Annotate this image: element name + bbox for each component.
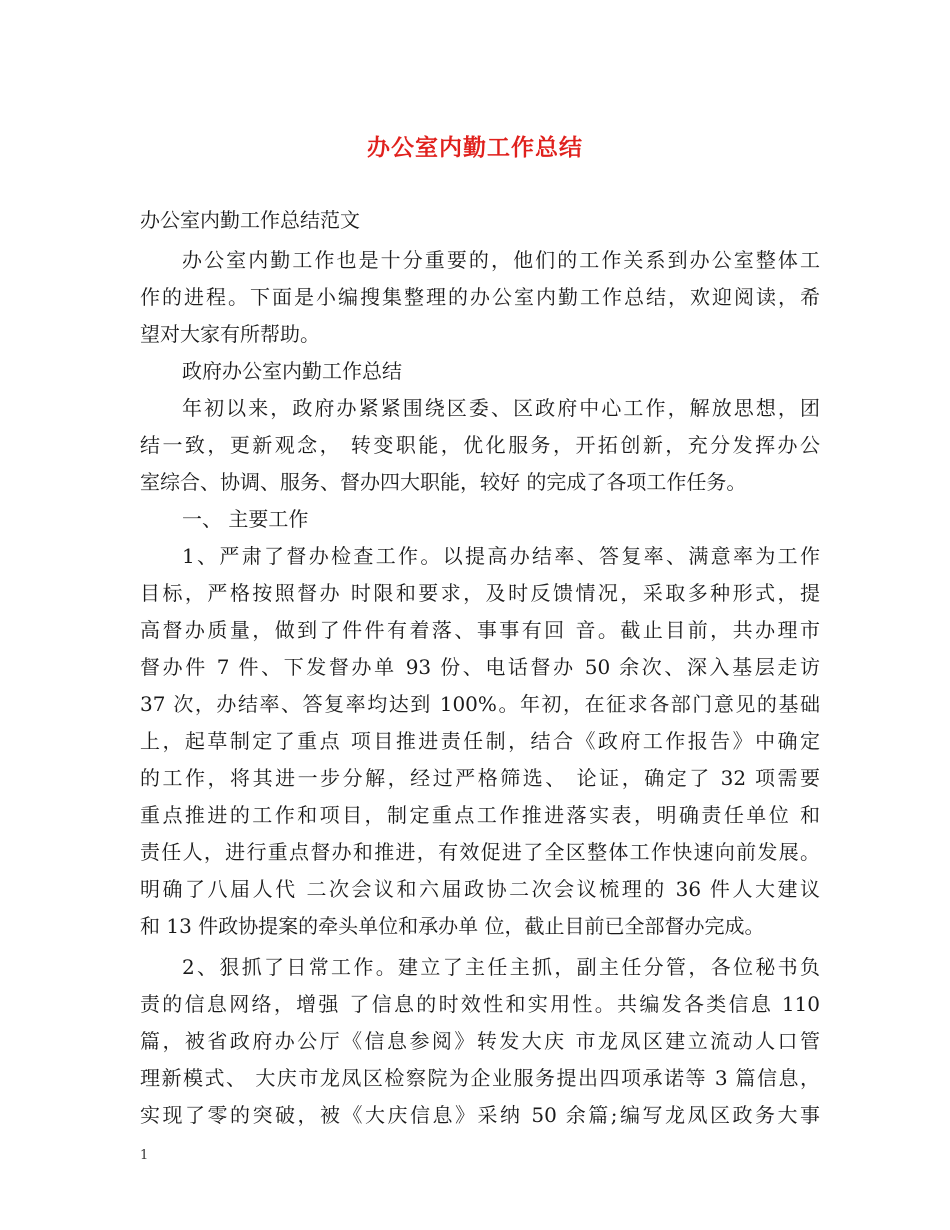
document-subtitle: 办公室内勤工作总结范文 [140, 208, 360, 232]
body-line: 目标，严格按照督办 时限和要求，及时反馈情况，采取多种形式，提 [140, 581, 820, 605]
body-line: 明确了八届人代 二次会议和六届政协二次会议梳理的 36 件人大建议 [140, 877, 820, 901]
body-line: 篇，被省政府办公厅《信息参阅》转发大庆 市龙凤区建立流动人口管 [140, 1029, 820, 1053]
body-line: 1、严肃了督办检查工作。以提高办结率、答复率、满意率为工作 [182, 544, 820, 568]
body-line: 实现了零的突破，被《大庆信息》采纳 50 余篇;编写龙凤区政务大事 [140, 1103, 820, 1127]
section-heading: 政府办公室内勤工作总结 [182, 359, 402, 383]
document-title: 办公室内勤工作总结 [367, 134, 583, 161]
body-line: 责的信息网络，增强 了信息的时效性和实用性。共编发各类信息 110 [140, 992, 820, 1016]
body-line: 37 次，办结率、答复率均达到 100%。年初，在征求各部门意见的基础 [140, 692, 820, 716]
body-line: 理新模式、 大庆市龙凤区检察院为企业服务提出四项承诺等 3 篇信息， [140, 1066, 820, 1090]
page-number: 1 [140, 1148, 149, 1163]
body-line: 的工作，将其进一步分解，经过严格筛选、 论证，确定了 32 项需要 [140, 766, 820, 790]
body-line: 上，起草制定了重点 项目推进责任制，结合《政府工作报告》中确定 [140, 729, 820, 753]
body-line: 责任人，进行重点督办和推进，有效促进了全区整体工作快速向前发展。 [140, 840, 820, 864]
body-line: 年初以来，政府办紧紧围绕区委、区政府中心工作，解放思想，团 [182, 396, 820, 420]
body-line: 办公室内勤工作也是十分重要的，他们的工作关系到办公室整体工 [182, 248, 820, 272]
body-line: 督办件 7 件、下发督办单 93 份、电话督办 50 余次、深入基层走访 [140, 655, 820, 679]
section-heading: 一、 主要工作 [182, 507, 309, 531]
body-line: 和 13 件政协提案的牵头单位和承办单 位，截止目前已全部督办完成。 [140, 914, 765, 938]
body-line: 高督办质量，做到了件件有着落、事事有回 音。截止目前，共办理市 [140, 618, 820, 642]
body-line: 望对大家有所帮助。 [140, 322, 320, 346]
body-line: 作的进程。下面是小编搜集整理的办公室内勤工作总结，欢迎阅读，希 [140, 285, 820, 309]
body-line: 结一致，更新观念， 转变职能，优化服务，开拓创新，充分发挥办公 [140, 433, 820, 457]
body-line: 室综合、协调、服务、督办四大职能，较好 的完成了各项工作任务。 [140, 470, 747, 494]
body-line: 2、狠抓了日常工作。建立了主任主抓，副主任分管，各位秘书负 [182, 955, 820, 979]
body-line: 重点推进的工作和项目，制定重点工作推进落实表，明确责任单位 和 [140, 803, 820, 827]
document-body [140, 242, 820, 1134]
